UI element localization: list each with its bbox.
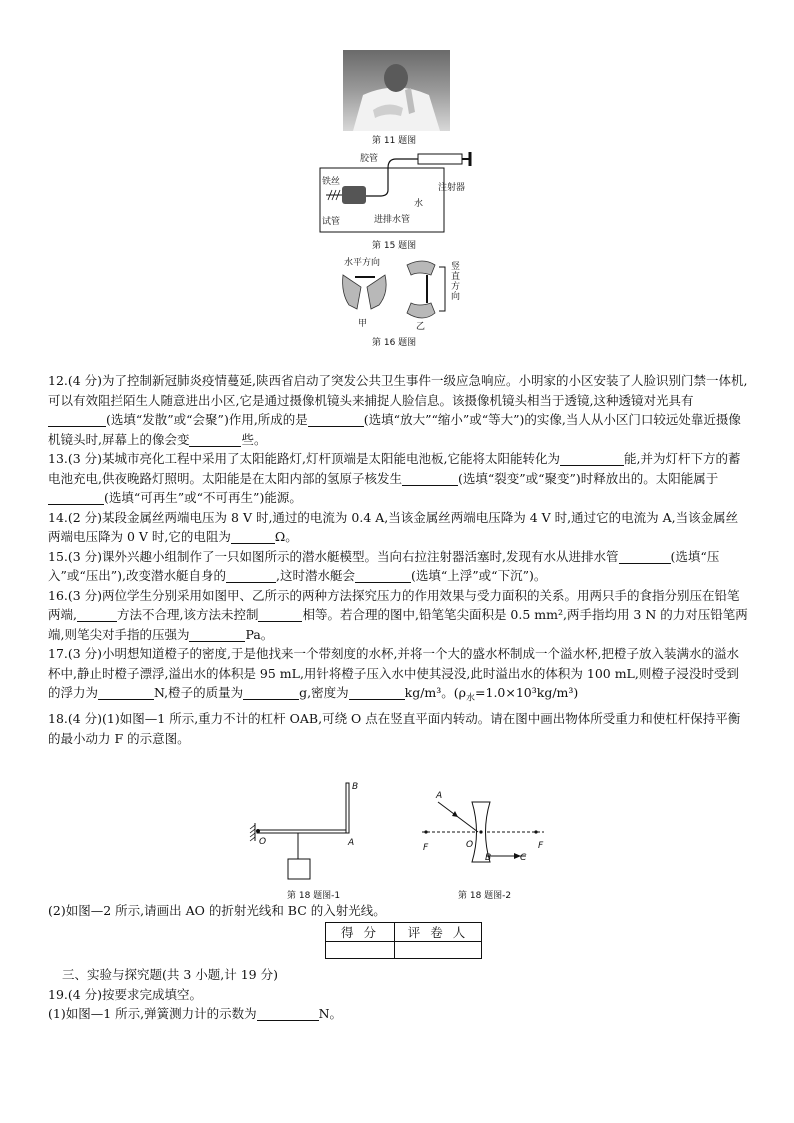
figure-16-caption: 第 16 题图: [372, 338, 417, 348]
fig16-label-yi: 乙: [416, 322, 426, 332]
answer-blank[interactable]: [619, 550, 671, 564]
answer-blank[interactable]: [226, 569, 276, 583]
fig18-1-label-o: O: [259, 837, 267, 847]
answer-blank[interactable]: [355, 569, 411, 583]
question-19-part-1: (1)如图—1 所示,弹簧测力计的示数为 N。: [48, 1006, 343, 1021]
fig18-1-label-b: B: [352, 782, 359, 792]
fig15-label-iron-wire: 铁丝: [322, 177, 341, 187]
fig18-2-label-f-left: F: [423, 843, 429, 853]
questions-block: [48, 371, 748, 748]
fig18-2-label-o: O: [466, 840, 474, 850]
answer-blank[interactable]: [560, 452, 624, 466]
fig18-1-label-a: A: [348, 838, 355, 848]
figure-11-caption: 第 11 题图: [372, 136, 417, 146]
score-header: 得 分: [326, 923, 395, 942]
answer-blank[interactable]: [257, 1007, 319, 1021]
question-14: 14.(2 分)某段金属丝两端电压为 8 V 时,通过的电流为 0.4 A,当该金属丝两端电压降为 4 V 时,通过它的电流为 A,当该金属丝两端电压降为 0 V 时,它的电阻为 Ω。: [48, 509, 739, 544]
fig16-label-vertical: 竖直方向: [451, 262, 461, 302]
answer-blank[interactable]: [189, 433, 241, 447]
fig18-2-label-f-right: F: [538, 841, 544, 851]
reviewer-header: 评 卷 人: [395, 923, 482, 942]
answer-blank[interactable]: [48, 491, 104, 505]
score-cell[interactable]: [326, 942, 395, 959]
answer-blank[interactable]: [243, 686, 299, 700]
figure-18-2-caption: 第 18 题图-2: [458, 891, 512, 901]
question-17: 17.(3 分)小明想知道橙子的密度,于是他找来一个带刻度的水杯,并将一个大的盛水杯制成一个溢水杯,把橙子放入装满水的溢水杯中,静止时橙子漂浮,溢出水的体积是 95 mL,用针将橙子压入水中使其浸没,此时溢出水的体积为 100 mL,则橙子浸没时受到的浮力为 N,橙子的质量为 g,密度为 kg/m³。$(\rho_水=1.0\times 10^3kg/m^3)$: [48, 646, 739, 704]
fig18-2-label-b: B: [485, 853, 492, 863]
figure-18-1-caption: 第 18 题图-1: [287, 891, 341, 901]
question-19: 19.(4 分)按要求完成填空。: [48, 987, 203, 1002]
answer-blank[interactable]: [98, 686, 154, 700]
question-18-part-2: (2)如图—2 所示,请画出 AO 的折射光线和 BC 的入射光线。: [48, 903, 386, 918]
figure-18-2-diagram: [418, 790, 548, 870]
fig15-label-hose: 胶管: [360, 154, 379, 164]
question-16: 16.(3 分)两位学生分别采用如图甲、乙所示的两种方法探究压力的作用效果与受力面积的关系。用两只手的食指分别压在铅笔两端, 方法不合理,该方法未控制 相等。若合理的图中,铅笔笔尖面积是 0.5 mm²,两手指均用 3 N 的力对压铅笔两端,则笔尖对手指的压强为 Pa。: [48, 587, 748, 642]
figure-11-photo: [343, 50, 450, 131]
question-13: 13.(3 分)某城市亮化工程中采用了太阳能路灯,灯杆顶端是太阳能电池板,它能将太阳能转化为 能,并为灯杆下方的蓄电池充电,供夜晚路灯照明。太阳能是在太阳内部的氢原子核发生 (选填“裂变”或“聚变”)时释放出的。太阳能属于(选填“可再生”或“不可再生”)能源。: [48, 451, 741, 505]
fig15-label-water: 水: [414, 199, 424, 209]
fig15-label-syringe: 注射器: [438, 183, 466, 193]
fig16-label-horizontal: 水平方向: [344, 258, 381, 268]
question-15: 15.(3 分)课外兴趣小组制作了一只如图所示的潜水艇模型。当向右拉注射器活塞时,发现有水从进排水管 (选填“压入”或“压出”),改变潜水艇自身的 ,这时潜水艇会 (选填“上浮”或“下沉”)。: [48, 548, 720, 583]
fig15-label-inlet-pipe: 进排水管: [374, 215, 411, 225]
answer-blank[interactable]: [77, 608, 117, 622]
answer-blank[interactable]: [189, 628, 245, 642]
answer-blank[interactable]: [258, 608, 302, 622]
fig15-label-test-tube: 试管: [322, 217, 341, 227]
answer-blank[interactable]: [231, 530, 275, 544]
fig18-2-label-c: C: [520, 853, 527, 863]
section-3-heading: 三、实验与探究题(共 3 小题,计 19 分): [62, 967, 278, 982]
question-12: 12.(4 分)为了控制新冠肺炎疫情蔓延,陕西省启动了突发公共卫生事件一级应急响应。小明家的小区安装了人脸识别门禁一体机,可以有效阻拦陌生人随意进出小区,它是通过摄像机镜头来捕捉人脸信息。该摄像机镜头相当于透镜,这种透镜对光具有(选填“发散”或“会聚”)作用,所成的是 (选填“放大”“缩小”或“等大”)的实像,当人从小区门口较远处靠近摄像机镜头时,屏幕上的像会变 些。: [48, 373, 748, 447]
figure-15-caption: 第 15 题图: [372, 241, 417, 251]
question-18: 18.(4 分)(1)如图—1 所示,重力不计的杠杆 OAB,可绕 O 点在竖直平面内转动。请在图中画出物体所受重力和使杠杆保持平衡的最小动力 F 的示意图。: [48, 711, 741, 746]
figure-18-1-diagram: [246, 779, 366, 883]
score-table: [325, 922, 482, 959]
answer-blank[interactable]: [349, 686, 405, 700]
answer-blank[interactable]: [48, 413, 106, 427]
reviewer-cell[interactable]: [395, 942, 482, 959]
fig16-label-jia: 甲: [358, 319, 368, 329]
fig18-2-label-a: A: [436, 791, 443, 801]
answer-blank[interactable]: [402, 472, 458, 486]
answer-blank[interactable]: [308, 413, 364, 427]
